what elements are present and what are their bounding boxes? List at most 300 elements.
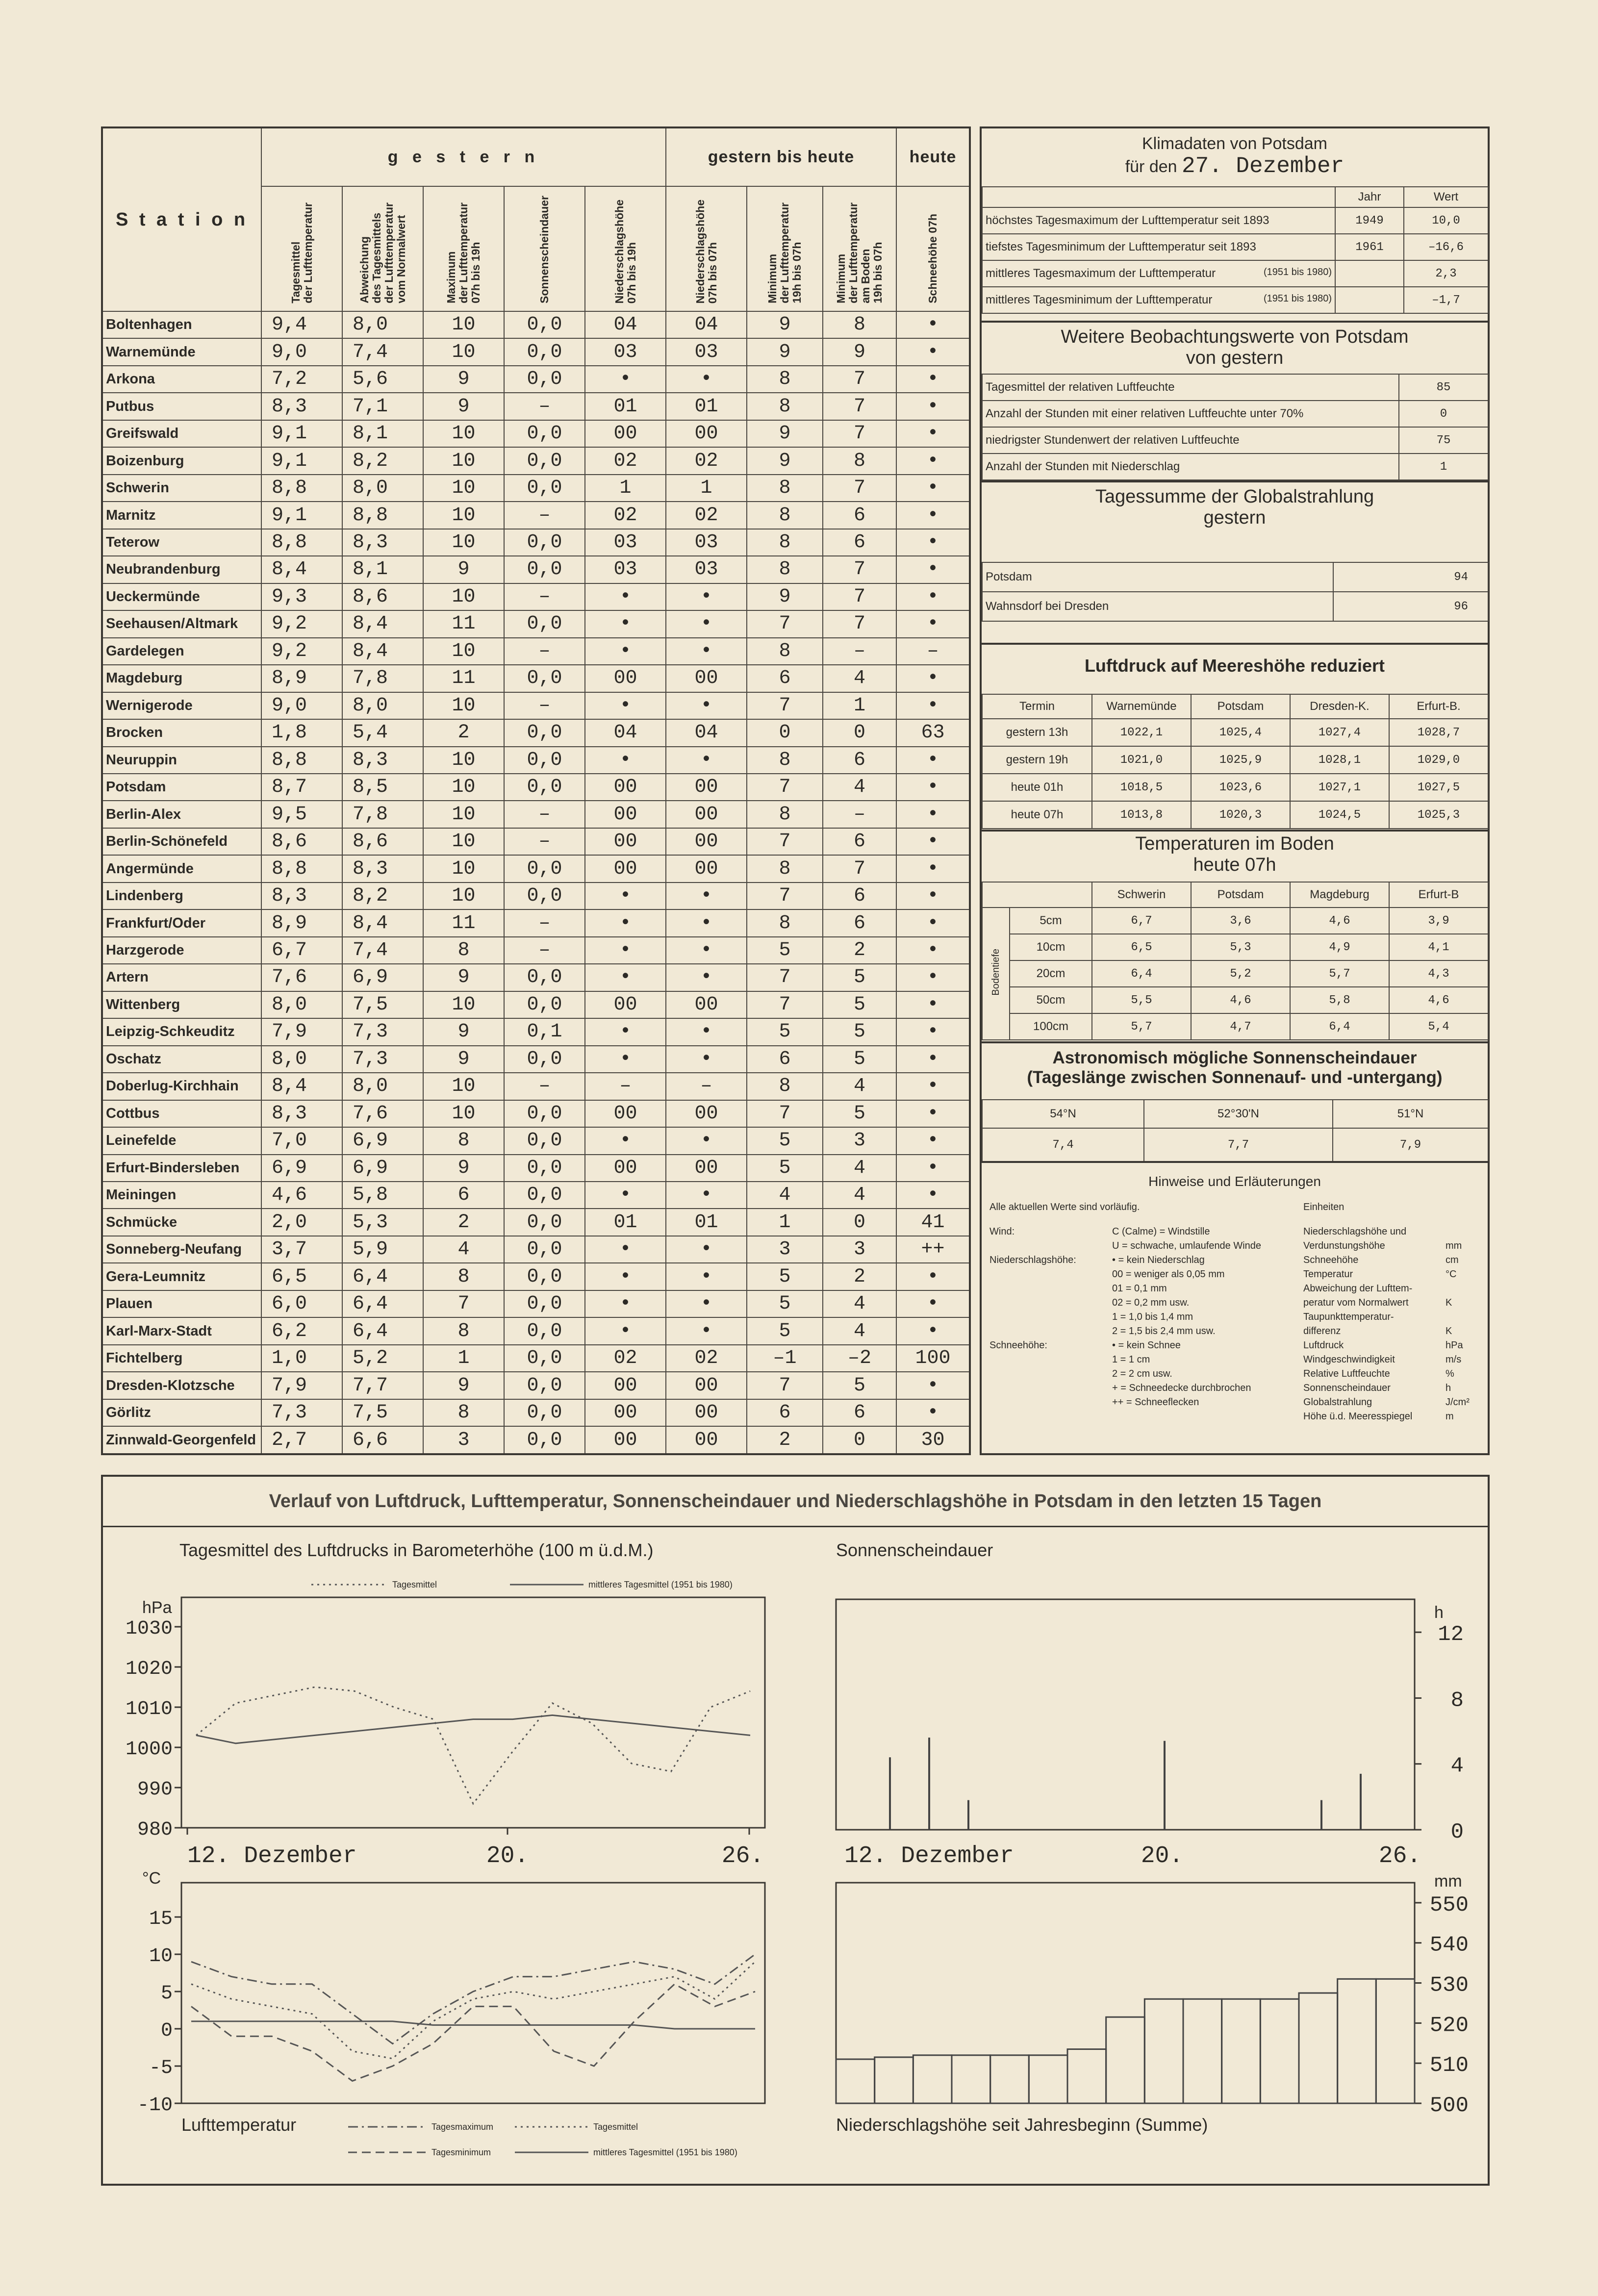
klima-col-wert: Wert (1404, 187, 1488, 207)
boden-cell: 5,7 (1092, 1013, 1191, 1040)
table-cell: 00 (585, 1100, 666, 1127)
table-row (102, 1317, 970, 1344)
hinweis-line (989, 1310, 1294, 1324)
table-row (102, 638, 970, 665)
klima-label: höchstes Tagesmaximum der Lufttemperatur seit 1893 (986, 214, 1269, 227)
table-cell: • (666, 937, 747, 964)
table-cell: 7 (747, 692, 823, 719)
table-cell: • (896, 774, 970, 801)
klima-label-cell (982, 287, 1335, 313)
table-cell: 00 (666, 1100, 747, 1127)
weitere-row (982, 401, 1488, 427)
y-tick-label: 15 (149, 1908, 173, 1930)
verlauf-panel (101, 1475, 1490, 2186)
luftdruck-col: Warnemünde (1092, 694, 1191, 719)
table-cell: 00 (666, 665, 747, 692)
einheit-unit: K (1446, 1326, 1452, 1337)
table-cell: 4 (423, 1236, 504, 1263)
table-row (102, 366, 970, 393)
y-tick-label: 1030 (125, 1618, 173, 1640)
table-cell: 7,3 (342, 1018, 423, 1045)
table-cell: • (666, 909, 747, 936)
group-gestern: g e s t e r n (261, 127, 666, 186)
table-cell: 8,3 (342, 529, 423, 556)
klima-period: (1951 bis 1980) (1264, 293, 1332, 304)
einheit-label: Schneehöhe (1303, 1255, 1359, 1265)
sonne-vals: 7,4 (982, 1128, 1144, 1161)
table-cell: • (585, 883, 666, 909)
table-cell: 30 (896, 1426, 970, 1454)
einheit-line (1303, 1338, 1485, 1353)
table-cell: 8,3 (342, 855, 423, 882)
table-cell: 0,0 (504, 883, 585, 909)
table-cell: 8,8 (261, 855, 342, 882)
table-row (102, 692, 970, 719)
luftdruck-table (982, 694, 1489, 829)
table-cell: 9 (423, 964, 504, 991)
klima-date: 27. Dezember (1182, 153, 1344, 179)
boden-row (982, 908, 1488, 934)
table-cell: 6 (823, 909, 896, 936)
y-tick-label: 5 (160, 1983, 173, 2005)
table-cell: –1 (747, 1345, 823, 1372)
hinweis-line (989, 1267, 1294, 1282)
boden-cell: 4,6 (1389, 987, 1488, 1013)
table-cell: • (666, 366, 747, 393)
boden-row (982, 987, 1488, 1013)
luftdruck-row (982, 719, 1488, 746)
table-cell: 4 (823, 1182, 896, 1209)
einheit-line (1303, 1310, 1485, 1324)
table-cell: 01 (585, 393, 666, 420)
table-cell: 5 (823, 1100, 896, 1127)
table-cell: • (585, 1317, 666, 1344)
table-cell: 6,6 (342, 1426, 423, 1454)
hinweis-value: • = kein Niederschlag (1112, 1255, 1205, 1265)
table-row (102, 447, 970, 474)
table-cell: 7 (823, 610, 896, 637)
table-row (102, 502, 970, 529)
table-row (102, 665, 970, 692)
hinweis-line (989, 1239, 1294, 1253)
table-cell: 8,6 (261, 828, 342, 855)
einheit-label: Höhe ü.d. Meeresspiegel (1303, 1411, 1413, 1422)
y-tick-label: 0 (1450, 1820, 1464, 1844)
table-cell: 2 (823, 1263, 896, 1290)
hinweis-value: 1 = 1,0 bis 1,4 mm (1112, 1312, 1193, 1322)
global-table (982, 562, 1489, 622)
global-panel (980, 480, 1490, 645)
table-cell: 6 (823, 1399, 896, 1426)
einheit-label: Relative Luftfeuchte (1303, 1368, 1390, 1379)
table-cell: • (666, 1046, 747, 1073)
unit-h: h (1434, 1603, 1444, 1622)
table-cell: 00 (666, 801, 747, 828)
table-cell: 6 (823, 883, 896, 909)
station-name: Schwerin (102, 475, 261, 502)
hinweis-value: U = schwache, umlaufende Winde (1112, 1240, 1262, 1251)
einheit-label: Globalstrahlung (1303, 1397, 1372, 1408)
table-cell: 4 (823, 1155, 896, 1182)
table-cell: 10 (423, 1073, 504, 1100)
table-cell: 0,0 (504, 366, 585, 393)
table-cell: 11 (423, 665, 504, 692)
table-cell: 4 (823, 1290, 896, 1317)
table-cell: • (896, 529, 970, 556)
table-cell: 9 (423, 1018, 504, 1045)
column-header-label: Maximum der Lufttemperatur 07h bis 19h (445, 202, 482, 303)
luftdruck-title: Luftdruck auf Meereshöhe reduziert (1084, 656, 1385, 676)
table-cell: 00 (666, 828, 747, 855)
table-cell: 02 (666, 502, 747, 529)
boden-cell: 5,8 (1290, 987, 1389, 1013)
table-cell: 8,4 (342, 610, 423, 637)
luftdruck-cell: 1020,3 (1191, 801, 1290, 829)
table-cell: 8 (747, 556, 823, 583)
table-cell: • (896, 366, 970, 393)
table-row (102, 393, 970, 420)
column-header (342, 186, 423, 311)
station-name: Boizenburg (102, 447, 261, 474)
table-cell: • (896, 502, 970, 529)
table-cell: 8,8 (342, 502, 423, 529)
weitere-table (982, 374, 1489, 480)
table-row (102, 964, 970, 991)
table-cell: 03 (666, 338, 747, 365)
table-cell: 00 (585, 1399, 666, 1426)
table-cell: • (896, 991, 970, 1018)
table-cell: 8,7 (261, 774, 342, 801)
table-cell: 0,0 (504, 1263, 585, 1290)
table-row (102, 1263, 970, 1290)
einheit-unit: h (1446, 1383, 1451, 1393)
column-header-label: Niederschlagshöhe 07h bis 07h (693, 199, 719, 303)
table-cell: 6 (823, 502, 896, 529)
table-cell: – (504, 909, 585, 936)
y-tick-label: 1020 (125, 1658, 173, 1680)
klima-row (982, 207, 1488, 234)
table-cell: 7,6 (261, 964, 342, 991)
table-cell: 8 (423, 1399, 504, 1426)
einheit-line (1303, 1267, 1485, 1282)
einheit-label: Luftdruck (1303, 1340, 1344, 1351)
hinweis-line (989, 1367, 1294, 1381)
hinweis-value: ++ = Schneeflecken (1112, 1397, 1199, 1408)
table-cell: 3,7 (261, 1236, 342, 1263)
table-row (102, 1182, 970, 1209)
table-cell: 8 (747, 747, 823, 774)
luftdruck-cell: 1028,1 (1290, 746, 1389, 774)
table-cell: 0,0 (504, 529, 585, 556)
column-header (423, 186, 504, 311)
table-cell: 10 (423, 502, 504, 529)
table-row (102, 1290, 970, 1317)
boden-cell: 5,4 (1389, 1013, 1488, 1040)
table-cell: 1 (823, 692, 896, 719)
table-row (102, 610, 970, 637)
column-header (666, 186, 747, 311)
table-cell: 8,4 (261, 556, 342, 583)
station-name: Putbus (102, 393, 261, 420)
station-name: Frankfurt/Oder (102, 909, 261, 936)
table-cell: – (823, 638, 896, 665)
table-cell: 0,0 (504, 665, 585, 692)
table-cell: 5 (747, 1018, 823, 1045)
station-name: Oschatz (102, 1046, 261, 1073)
table-cell: 10 (423, 828, 504, 855)
weitere-panel (980, 321, 1490, 482)
x-date-12: 12. Dezember (844, 1843, 1014, 1869)
station-name: Dresden-Klotzsche (102, 1372, 261, 1399)
table-cell: 0 (823, 1426, 896, 1454)
boden-cell: 100cm (1010, 1013, 1092, 1040)
table-cell: 0,0 (504, 420, 585, 447)
table-cell: • (896, 909, 970, 936)
luftdruck-cell: 1025,4 (1191, 719, 1290, 746)
einheit-unit: J/cm² (1446, 1397, 1470, 1408)
y-tick-label: 1010 (125, 1698, 173, 1720)
table-cell: • (896, 420, 970, 447)
table-cell: 9 (747, 311, 823, 338)
table-cell: 9,2 (261, 638, 342, 665)
table-row (102, 420, 970, 447)
table-cell: 41 (896, 1209, 970, 1236)
boden-cell: 4,7 (1191, 1013, 1290, 1040)
hinweis-line (989, 1282, 1294, 1296)
boden-col: Potsdam (1191, 882, 1290, 908)
table-cell: 7,8 (342, 665, 423, 692)
table-cell: 00 (585, 1426, 666, 1454)
sonne-cols: 52°30'N (1144, 1100, 1333, 1128)
luftdruck-cell: gestern 13h (982, 719, 1092, 746)
station-name: Fichtelberg (102, 1345, 261, 1372)
boden-cell: 6,4 (1290, 1013, 1389, 1040)
table-cell: 7,2 (261, 366, 342, 393)
column-header (585, 186, 666, 311)
table-cell: • (896, 1399, 970, 1426)
table-cell: 8,6 (342, 583, 423, 610)
table-cell: 7 (823, 366, 896, 393)
table-row (102, 475, 970, 502)
station-name: Leinefelde (102, 1127, 261, 1154)
table-cell: • (896, 964, 970, 991)
table-cell: 10 (423, 692, 504, 719)
table-cell: 7 (823, 420, 896, 447)
table-cell: • (585, 747, 666, 774)
table-cell: • (585, 937, 666, 964)
table-cell: 7,4 (342, 937, 423, 964)
y-tick-label: 8 (1450, 1688, 1464, 1713)
table-cell: 10 (423, 991, 504, 1018)
einheit-unit: °C (1446, 1269, 1457, 1280)
table-cell: • (896, 1100, 970, 1127)
table-cell: 8,4 (342, 909, 423, 936)
table-cell: 04 (585, 311, 666, 338)
luftdruck-panel (980, 643, 1490, 832)
table-cell: 7 (747, 1372, 823, 1399)
luftdruck-cell: heute 07h (982, 801, 1092, 829)
sonne-subtitle: (Tageslänge zwischen Sonnenauf- und -untergang) (1027, 1068, 1443, 1087)
table-cell: 1,8 (261, 719, 342, 746)
table-cell: • (585, 1127, 666, 1154)
table-cell: 10 (423, 529, 504, 556)
hinweis-value: 2 = 1,5 bis 2,4 mm usw. (1112, 1326, 1216, 1337)
table-cell: – (504, 937, 585, 964)
table-cell: 8 (747, 529, 823, 556)
table-cell: 5 (747, 1127, 823, 1154)
table-cell: 6 (823, 828, 896, 855)
hinweis-value: 1 = 1 cm (1112, 1354, 1150, 1365)
table-cell: 11 (423, 610, 504, 637)
boden-cell: 5,2 (1191, 960, 1290, 987)
table-cell: 6,0 (261, 1290, 342, 1317)
table-cell: – (504, 638, 585, 665)
table-row (102, 1236, 970, 1263)
column-header-label: Tagesmittel der Lufttemperatur (289, 202, 314, 303)
table-cell: 9 (423, 1155, 504, 1182)
table-cell: 10 (423, 747, 504, 774)
y-tick-label: -10 (137, 2094, 173, 2117)
hinweis-value: 00 = weniger als 0,05 mm (1112, 1269, 1225, 1280)
table-cell: 8 (747, 638, 823, 665)
table-cell: 7,3 (261, 1399, 342, 1426)
einheit-unit: m/s (1446, 1354, 1462, 1365)
table-cell: 4 (823, 774, 896, 801)
klima-fuer-den: für den (1125, 157, 1177, 176)
station-name: Neubrandenburg (102, 556, 261, 583)
table-cell: 8,4 (342, 638, 423, 665)
boden-table (982, 882, 1489, 1040)
luftdruck-col: Termin (982, 694, 1092, 719)
table-cell: 6,5 (261, 1263, 342, 1290)
luftdruck-col: Erfurt-B. (1389, 694, 1488, 719)
station-name: Greifswald (102, 420, 261, 447)
weitere-value: 85 (1399, 374, 1488, 401)
table-cell: 8,0 (342, 475, 423, 502)
sonne-cols: 54°N (982, 1100, 1144, 1128)
table-row (102, 909, 970, 936)
table-row (102, 883, 970, 909)
table-cell: 8,0 (342, 1073, 423, 1100)
table-cell: 04 (666, 311, 747, 338)
boden-panel (980, 830, 1490, 1043)
table-cell: 5 (823, 1046, 896, 1073)
station-name: Wernigerode (102, 692, 261, 719)
table-cell: 5 (823, 964, 896, 991)
y-tick-label: 520 (1429, 2013, 1469, 2038)
weitere-label: Anzahl der Stunden mit Niederschlag (982, 454, 1399, 480)
table-cell: 0,0 (504, 747, 585, 774)
weitere-row (982, 427, 1488, 454)
table-cell: • (896, 610, 970, 637)
hinweise-title: Hinweise und Erläuterungen (1148, 1174, 1321, 1189)
table-cell: 5 (747, 1290, 823, 1317)
y-tick-label: 0 (160, 2020, 173, 2042)
table-cell: • (896, 937, 970, 964)
table-cell: 63 (896, 719, 970, 746)
table-cell: 7,4 (342, 338, 423, 365)
table-cell: 9,2 (261, 610, 342, 637)
table-cell: 0,1 (504, 1018, 585, 1045)
table-row (102, 583, 970, 610)
table-cell: – (585, 1073, 666, 1100)
table-cell: – (666, 1073, 747, 1100)
boden-cell: 4,3 (1389, 960, 1488, 987)
table-cell: 00 (666, 774, 747, 801)
boden-cell: 5cm (1010, 908, 1092, 934)
global-value: 94 (1333, 562, 1488, 592)
table-cell: 8 (423, 937, 504, 964)
table-cell: 9 (423, 393, 504, 420)
table-cell: 0,0 (504, 1372, 585, 1399)
column-header (261, 186, 342, 311)
table-cell: 0,0 (504, 1236, 585, 1263)
table-row (102, 338, 970, 365)
global-title: Tagessumme der Globalstrahlung (1095, 486, 1374, 507)
global-subtitle: gestern (1203, 507, 1266, 528)
table-cell: 01 (666, 393, 747, 420)
legend-tagesmittel: Tagesmittel (593, 2122, 638, 2132)
table-cell: 2 (423, 1209, 504, 1236)
table-cell: 9,4 (261, 311, 342, 338)
luftdruck-cell: 1025,9 (1191, 746, 1290, 774)
einheit-unit: % (1446, 1368, 1454, 1379)
einheit-unit: mm (1446, 1240, 1462, 1251)
table-cell: 00 (666, 1426, 747, 1454)
table-cell: 9 (423, 366, 504, 393)
station-name: Sonneberg-Neufang (102, 1236, 261, 1263)
table-cell: 02 (585, 502, 666, 529)
table-cell: 5 (747, 1263, 823, 1290)
table-cell: 9 (747, 338, 823, 365)
table-cell: 7,0 (261, 1127, 342, 1154)
legend-tagesminimum: Tagesminimum (431, 2147, 491, 2157)
table-cell: • (896, 1290, 970, 1317)
table-cell: 9,1 (261, 420, 342, 447)
legend-tagesmaximum: Tagesmaximum (431, 2122, 494, 2132)
legend-tagesmittel: Tagesmittel (392, 1580, 437, 1590)
table-cell: 02 (585, 1345, 666, 1372)
table-row (102, 1209, 970, 1236)
table-cell: 0,0 (504, 964, 585, 991)
table-cell: 10 (423, 475, 504, 502)
weitere-subtitle: von gestern (1186, 348, 1284, 368)
y-tick-label: 990 (137, 1779, 173, 1801)
table-cell: 9,0 (261, 338, 342, 365)
table-cell: 00 (666, 991, 747, 1018)
table-cell: 0,0 (504, 1345, 585, 1372)
luftdruck-header (982, 694, 1488, 719)
sonne-cols: 51°N (1333, 1100, 1488, 1128)
station-name: Teterow (102, 529, 261, 556)
table-cell: 5 (823, 991, 896, 1018)
station-name: Neuruppin (102, 747, 261, 774)
table-cell: 8,8 (261, 529, 342, 556)
hinweis-line (989, 1381, 1294, 1395)
table-cell: 9,0 (261, 692, 342, 719)
boden-row (982, 960, 1488, 987)
klima-row (982, 260, 1488, 287)
einheit-line (1303, 1395, 1485, 1410)
table-cell: • (666, 1182, 747, 1209)
klima-col-jahr: Jahr (1335, 187, 1404, 207)
y-tick-label: 510 (1429, 2053, 1469, 2078)
table-cell: 8,0 (342, 692, 423, 719)
hinweis-value: • = kein Schnee (1112, 1340, 1181, 1351)
table-cell: 0,0 (504, 1209, 585, 1236)
table-cell: 10 (423, 447, 504, 474)
einheit-label: peratur vom Normalwert (1303, 1297, 1409, 1308)
